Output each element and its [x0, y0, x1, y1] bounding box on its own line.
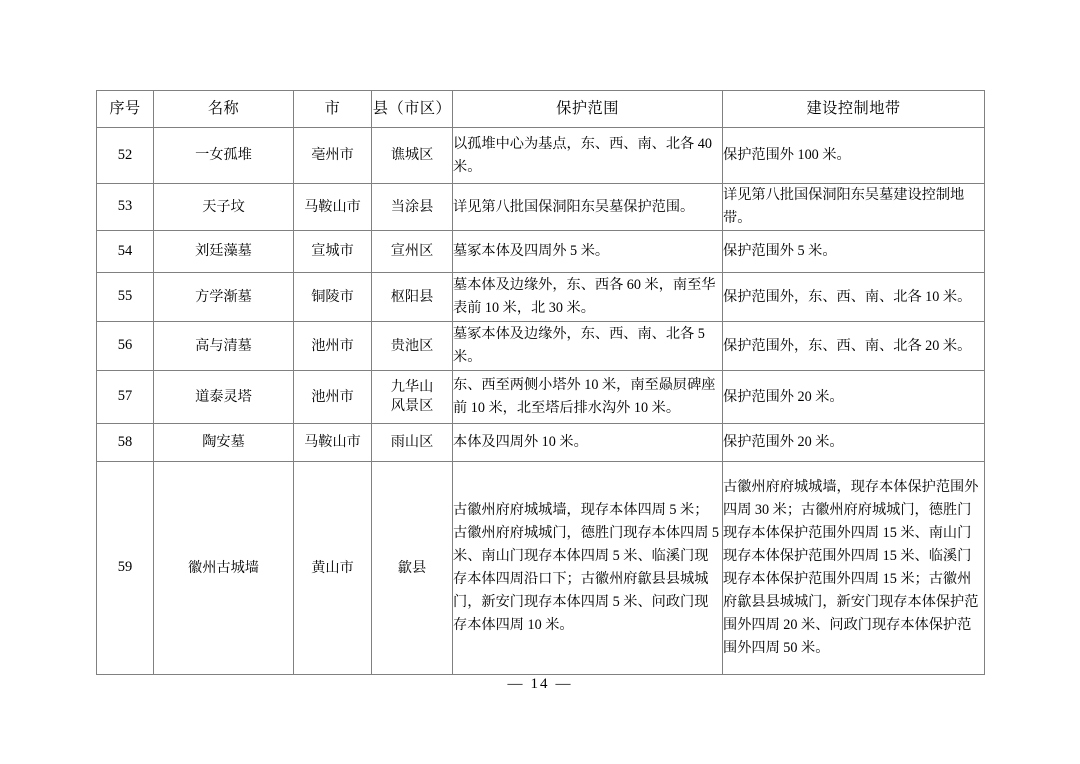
cell-city: 马鞍山市: [294, 184, 372, 231]
cell-name: 一女孤堆: [154, 128, 294, 184]
heritage-protection-table-wrapper: [96, 90, 984, 675]
cell-construction-control-zone: 古徽州府府城城墙，现存本体保护范围外四周 30 米；古徽州府府城城门，德胜门现存本体保护范围外四周 15 米、南山门现存本体保护范围外四周 15 米、临溪门现存本体保护范围外四周 15 米；古徽州府歙县县城城门，新安门现存本体保护范围外四周 20 米、问政门现存本体保护范围外四周 50 米。: [723, 462, 985, 675]
cell-protection-scope: 以孤堆中心为基点，东、西、南、北各 40 米。: [453, 128, 723, 184]
cell-sequence: 52: [97, 128, 154, 184]
cell-construction-control-zone: 详见第八批国保洞阳东吴墓建设控制地带。: [723, 184, 985, 231]
table-row: [97, 128, 985, 184]
cell-protection-scope: 古徽州府府城城墙，现存本体四周 5 米；古徽州府府城城门，德胜门现存本体四周 5 米、南山门现存本体四周 5 米、临溪门现存本体四周沿口下；古徽州府歙县县城城门，新安门现存本体四周 5 米、问政门现存本体四周 10 米。: [453, 462, 723, 675]
table-row: [97, 184, 985, 231]
cell-protection-scope: 详见第八批国保洞阳东吴墓保护范围。: [453, 184, 723, 231]
cell-county: 枢阳县: [372, 273, 453, 322]
cell-county: 宣州区: [372, 231, 453, 273]
cell-name: 方学渐墓: [154, 273, 294, 322]
cell-construction-control-zone: 保护范围外，东、西、南、北各 10 米。: [723, 273, 985, 322]
cell-county: 歙县: [372, 462, 453, 675]
column-header-construction-control-zone: 建设控制地带: [723, 91, 985, 128]
cell-sequence: 53: [97, 184, 154, 231]
cell-construction-control-zone: 保护范围外 20 米。: [723, 424, 985, 462]
cell-protection-scope: 墓本体及边缘外，东、西各 60 米，南至华表前 10 米，北 30 米。: [453, 273, 723, 322]
column-header-name: 名称: [154, 91, 294, 128]
column-header-city: 市: [294, 91, 372, 128]
cell-city: 池州市: [294, 371, 372, 424]
table-row: [97, 424, 985, 462]
cell-county: 谯城区: [372, 128, 453, 184]
cell-county: 雨山区: [372, 424, 453, 462]
cell-construction-control-zone: 保护范围外 5 米。: [723, 231, 985, 273]
cell-county-line: 风景区: [390, 398, 434, 414]
cell-name: 徽州古城墙: [154, 462, 294, 675]
cell-county-line: 九华山: [390, 379, 434, 396]
table-header-row: [97, 91, 985, 128]
table-row: [97, 371, 985, 424]
heritage-protection-table: [96, 90, 985, 675]
cell-name: 陶安墓: [154, 424, 294, 462]
cell-protection-scope: 墓冢本体及四周外 5 米。: [453, 231, 723, 273]
cell-name: 道泰灵塔: [154, 371, 294, 424]
cell-sequence: 55: [97, 273, 154, 322]
cell-sequence: 56: [97, 322, 154, 371]
cell-county: 贵池区: [372, 322, 453, 371]
cell-construction-control-zone: 保护范围外 100 米。: [723, 128, 985, 184]
cell-county: [372, 371, 453, 424]
cell-construction-control-zone: 保护范围外，东、西、南、北各 20 米。: [723, 322, 985, 371]
cell-name: 高与清墓: [154, 322, 294, 371]
table-row: [97, 462, 985, 675]
page-number: 14: [530, 676, 550, 692]
cell-protection-scope: 墓冢本体及边缘外，东、西、南、北各 5 米。: [453, 322, 723, 371]
table-row: [97, 231, 985, 273]
table-row: [97, 322, 985, 371]
cell-sequence: 57: [97, 371, 154, 424]
cell-city: 宣城市: [294, 231, 372, 273]
cell-city: 亳州市: [294, 128, 372, 184]
cell-name: 天子坟: [154, 184, 294, 231]
cell-city: 池州市: [294, 322, 372, 371]
page-footer: [0, 676, 1080, 693]
cell-city: 铜陵市: [294, 273, 372, 322]
cell-city: 黄山市: [294, 462, 372, 675]
cell-sequence: 54: [97, 231, 154, 273]
column-header-protection-scope: 保护范围: [453, 91, 723, 128]
column-header-county: 县（市区）: [372, 91, 453, 128]
footer-dash-left: —: [507, 676, 525, 692]
cell-name: 刘廷藻墓: [154, 231, 294, 273]
cell-protection-scope: 本体及四周外 10 米。: [453, 424, 723, 462]
cell-city: 马鞍山市: [294, 424, 372, 462]
footer-dash-right: —: [555, 676, 573, 692]
table-header: [97, 91, 985, 128]
table-row: [97, 273, 985, 322]
cell-protection-scope: 东、西至两侧小塔外 10 米，南至赑屃碑座前 10 米，北至塔后排水沟外 10 米。: [453, 371, 723, 424]
cell-construction-control-zone: 保护范围外 20 米。: [723, 371, 985, 424]
table-body: [97, 128, 985, 675]
column-header-sequence: 序号: [97, 91, 154, 128]
cell-sequence: 59: [97, 462, 154, 675]
cell-sequence: 58: [97, 424, 154, 462]
cell-county: 当涂县: [372, 184, 453, 231]
